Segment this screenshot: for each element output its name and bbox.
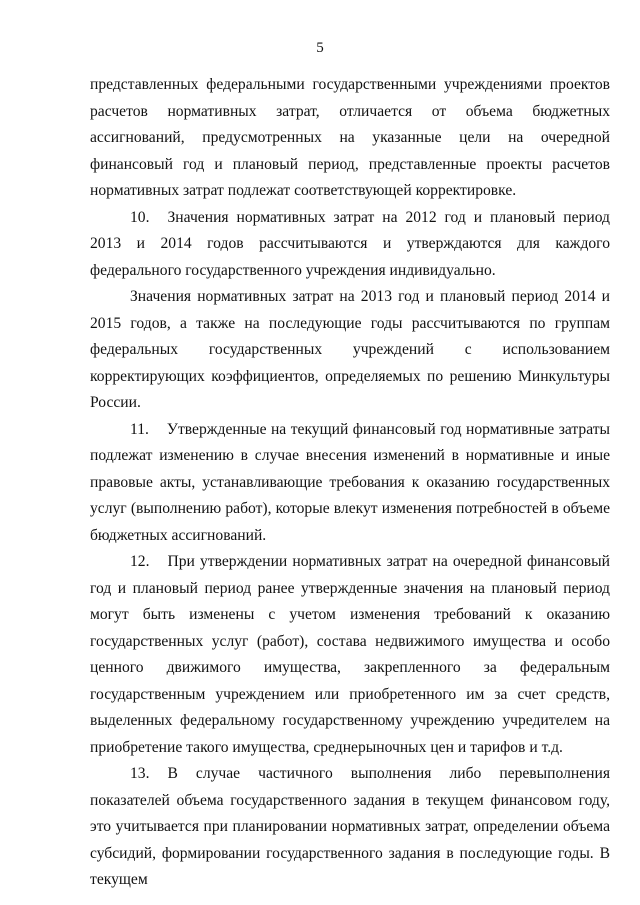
paragraph-number: 10. xyxy=(130,208,150,226)
paragraph-10-continued xyxy=(90,284,610,417)
page-number: 5 xyxy=(316,40,324,56)
paragraph-number: 13. xyxy=(130,765,150,782)
paragraph-text: Утвержденные на текущий финансовый год нормативные затраты подлежат изменению в случае внесения изменений в нормативные и иные правовые акты, устанавливающие требования к оказанию государственных услуг (выполнению работ), которые влекут изменения потребностей в объеме бюджетных ассигнований. xyxy=(90,420,610,544)
paragraph-text: При утверждении нормативных затрат на очередной финансовый год и плановый период ранее утвержденные значения на плановый период могут быть изменены с учетом изменения требований к оказанию государственных услуг (работ), состава недвижимого имущества и особо ценного движимого имущества, закрепленного за федеральным государственным учреждением или приобретенного им за счет средств, выделенных федеральному государственному учреждению учредителем на приобретение такого имущества, среднерыночных цен и тарифов и т.д. xyxy=(90,553,610,756)
paragraph-10 xyxy=(90,205,610,285)
paragraph-text: В случае частичного выполнения либо перевыполнения показателей объема государственного задания в текущем финансовом году, это учитывается при планировании нормативных затрат, определении объема субсидий, формировании государственного задания в последующие годы. В текущем xyxy=(90,765,610,888)
paragraph-text: Значения нормативных затрат на 2013 год и плановый период 2014 и 2015 годов, а также на последующие годы рассчитываются по группам федеральных государственных учреждений с использованием корректирующих коэффициентов, определяемых по решению Минкультуры России. xyxy=(90,288,610,411)
paragraph-13 xyxy=(90,761,610,894)
paragraph-continuation xyxy=(90,72,610,205)
paragraph-12 xyxy=(90,549,610,761)
paragraph-11 xyxy=(90,417,610,550)
paragraph-text: Значения нормативных затрат на 2012 год и плановый период 2013 и 2014 годов рассчитываются и утверждаются для каждого федерального государственного учреждения индивидуально. xyxy=(90,208,610,279)
paragraph-number: 11. xyxy=(130,420,149,438)
document-body xyxy=(90,72,610,894)
paragraph-text: представленных федеральными государственными учреждениями проектов расчетов нормативных затрат, отличается от объема бюджетных ассигнований, предусмотренных на указанные цели на очередной финансовый год и плановый период, представленные проекты расчетов нормативных затрат подлежат соответствующей корректировке. xyxy=(90,76,610,199)
paragraph-number: 12. xyxy=(130,553,150,570)
